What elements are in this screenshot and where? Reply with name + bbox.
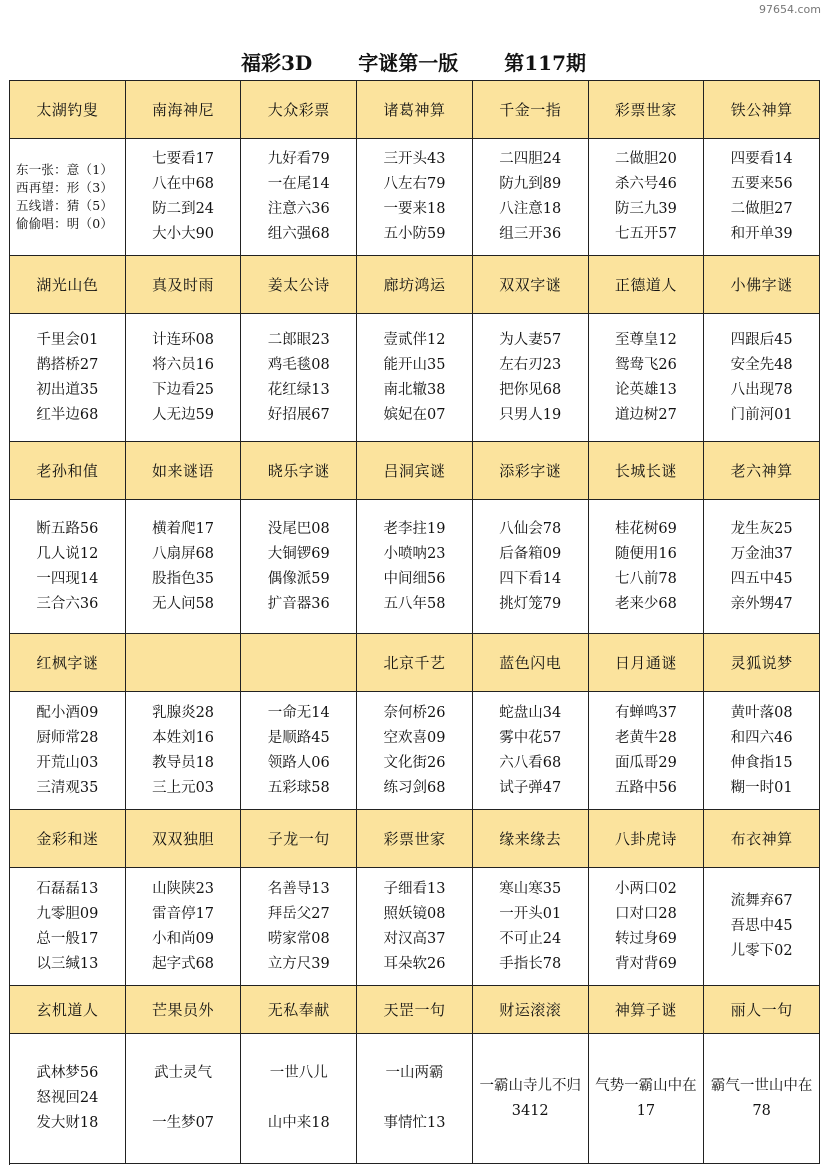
riddle-line: 山中来18 — [267, 1115, 330, 1131]
riddle-line: 起字式68 — [152, 955, 215, 972]
column-header: 诸葛神算 — [357, 81, 473, 139]
riddle-line: 三合六36 — [36, 595, 99, 612]
riddle-line: 老黄牛28 — [614, 729, 677, 746]
column-header: 吕洞宾谜 — [357, 442, 473, 500]
riddle-line: 唠家常08 — [267, 930, 330, 947]
column-header: 天罡一句 — [357, 986, 473, 1034]
riddle-line: 六八看68 — [499, 754, 562, 771]
riddle-line: 开荒山03 — [36, 754, 99, 771]
riddle-line: 一要来18 — [383, 201, 446, 217]
riddle-line: 对汉高37 — [383, 930, 446, 947]
page-title — [0, 44, 827, 78]
riddle-table — [9, 80, 820, 1165]
riddle-line: 八左右79 — [383, 176, 446, 192]
riddle-line: 有蝉鸣37 — [614, 704, 677, 721]
riddle-line: 组六强68 — [267, 226, 330, 242]
riddle-line: 人无边59 — [152, 406, 215, 423]
riddle-line: 嫔妃在07 — [383, 406, 446, 423]
riddle-line: 小两口02 — [614, 880, 677, 897]
riddle-line: 下边看25 — [152, 381, 215, 398]
riddle-line: 只男人19 — [499, 406, 562, 423]
column-header: 彩票世家 — [357, 810, 473, 868]
title-edition: 字谜第一版 — [358, 50, 459, 75]
riddle-line: 八出现78 — [730, 381, 793, 398]
riddle-cell — [126, 1034, 242, 1164]
column-header: 灵狐说梦 — [704, 634, 820, 692]
riddle-line: 子细看13 — [383, 880, 446, 897]
riddle-cell — [704, 692, 820, 810]
riddle-line: 二做胆27 — [730, 201, 793, 217]
riddle-line: 四五中45 — [730, 570, 793, 587]
column-header: 南海神尼 — [126, 81, 242, 139]
riddle-cell — [126, 139, 242, 256]
riddle-cell — [126, 868, 242, 986]
riddle-line: 防二到24 — [152, 201, 215, 217]
column-header: 真及时雨 — [126, 256, 242, 314]
riddle-line: 事情忙13 — [383, 1115, 446, 1131]
title-lottery: 福彩3D — [240, 50, 313, 75]
riddle-line: 老李拄19 — [383, 520, 446, 537]
column-header: 玄机道人 — [10, 986, 126, 1034]
riddle-line: 九零胆09 — [36, 905, 99, 922]
riddle-line: 拜岳父27 — [267, 905, 330, 922]
riddle-line: 怒视回24 — [36, 1090, 99, 1106]
column-header: 缘来缘去 — [473, 810, 589, 868]
riddle-line: 千里会01 — [36, 331, 99, 348]
riddle-line: 九好看79 — [267, 151, 330, 167]
riddle-line: 门前河01 — [730, 406, 793, 423]
riddle-line: 把你见68 — [499, 381, 562, 398]
riddle-line: 一生梦07 — [152, 1115, 215, 1131]
riddle-line: 二做胆20 — [614, 151, 677, 167]
riddle-line: 发大财18 — [36, 1115, 99, 1131]
riddle-cell — [10, 314, 126, 442]
riddle-line: 组三开36 — [499, 226, 562, 242]
riddle-cell — [704, 314, 820, 442]
riddle-line: 无人问58 — [152, 595, 215, 612]
riddle-line: 厨师常28 — [36, 729, 99, 746]
column-header: 北京千艺 — [357, 634, 473, 692]
riddle-line: 计连环08 — [152, 331, 215, 348]
riddle-line: 一山两霸 — [385, 1065, 444, 1081]
riddle-line: 一世八儿 — [269, 1065, 328, 1081]
riddle-line: 五线谱：猜（5） — [16, 198, 114, 213]
riddle-line: 挑灯笼79 — [499, 595, 562, 612]
riddle-line: 空欢喜09 — [383, 729, 446, 746]
column-header: 大众彩票 — [241, 81, 357, 139]
column-header: 红枫字谜 — [10, 634, 126, 692]
riddle-line: 糊一时01 — [730, 779, 793, 796]
riddle-line: 好招展67 — [267, 406, 330, 423]
column-header: 千金一指 — [473, 81, 589, 139]
riddle-cell — [241, 314, 357, 442]
riddle-line: 面瓜哥29 — [614, 754, 677, 771]
riddle-cell — [704, 139, 820, 256]
riddle-cell — [589, 139, 705, 256]
riddle-line: 杀六号46 — [614, 176, 677, 192]
riddle-line: 教导员18 — [152, 754, 215, 771]
riddle-line: 七八前78 — [614, 570, 677, 587]
riddle-cell — [10, 500, 126, 634]
riddle-line: 将六员16 — [152, 356, 215, 373]
riddle-cell — [704, 868, 820, 986]
riddle-line: 和四六46 — [730, 729, 793, 746]
riddle-cell — [126, 500, 242, 634]
riddle-line: 为人妻57 — [499, 331, 562, 348]
column-header: 老孙和值 — [10, 442, 126, 500]
riddle-cell — [589, 1034, 705, 1164]
riddle-line: 武林梦56 — [36, 1065, 99, 1081]
riddle-cell — [357, 1034, 473, 1164]
riddle-line: 领路人06 — [267, 754, 330, 771]
column-header — [126, 634, 242, 692]
riddle-line: 防三九39 — [614, 201, 677, 217]
riddle-line: 气势一霸山中在17 — [595, 1077, 697, 1119]
riddle-line: 三开头43 — [383, 151, 446, 167]
riddle-line: 是顺路45 — [267, 729, 330, 746]
riddle-cell — [10, 868, 126, 986]
riddle-line: 一霸山寺儿不归3412 — [479, 1077, 581, 1119]
riddle-line: 五要来56 — [730, 176, 793, 192]
riddle-line: 试子弹47 — [499, 779, 562, 796]
riddle-line: 不可止24 — [499, 930, 562, 947]
column-header: 双双字谜 — [473, 256, 589, 314]
riddle-cell — [589, 500, 705, 634]
riddle-line: 东一张：意（1） — [16, 162, 114, 177]
riddle-line: 七五开57 — [614, 226, 677, 242]
column-header: 长城长谜 — [589, 442, 705, 500]
riddle-line: 万金油37 — [730, 545, 793, 562]
riddle-line: 背对背69 — [614, 955, 677, 972]
riddle-line: 随便用16 — [614, 545, 677, 562]
column-header: 布衣神算 — [704, 810, 820, 868]
column-header: 廊坊鸿运 — [357, 256, 473, 314]
riddle-line: 八注意18 — [499, 201, 562, 217]
riddle-line: 桂花树69 — [614, 520, 677, 537]
riddle-cell — [473, 1034, 589, 1164]
riddle-cell — [241, 500, 357, 634]
riddle-line: 中间细56 — [383, 570, 446, 587]
riddle-cell — [357, 500, 473, 634]
riddle-line: 霸气一世山中在78 — [710, 1077, 813, 1119]
riddle-line: 鸡毛毯08 — [267, 356, 330, 373]
riddle-line: 安全先48 — [730, 356, 793, 373]
riddle-line: 吾思中45 — [730, 918, 793, 934]
riddle-cell — [241, 868, 357, 986]
riddle-cell — [473, 692, 589, 810]
riddle-line: 武士灵气 — [154, 1065, 213, 1081]
riddle-line: 防九到89 — [499, 176, 562, 192]
riddle-cell — [241, 692, 357, 810]
column-header: 丽人一句 — [704, 986, 820, 1034]
riddle-line: 雷音停17 — [152, 905, 215, 922]
column-header: 彩票世家 — [589, 81, 705, 139]
riddle-line: 至尊皇12 — [614, 331, 677, 348]
riddle-line: 偶像派59 — [267, 570, 330, 587]
riddle-line: 横着爬17 — [152, 520, 215, 537]
riddle-line: 本姓刘16 — [152, 729, 215, 746]
riddle-line: 断五路56 — [36, 520, 99, 537]
riddle-line: 亲外甥47 — [730, 595, 793, 612]
riddle-line: 练习剑68 — [383, 779, 446, 796]
riddle-line: 老来少68 — [614, 595, 677, 612]
riddle-cell — [10, 692, 126, 810]
riddle-cell — [10, 1034, 126, 1164]
riddle-cell — [589, 692, 705, 810]
riddle-cell — [589, 868, 705, 986]
riddle-line: 照妖镜08 — [383, 905, 446, 922]
riddle-cell — [241, 1034, 357, 1164]
column-header: 子龙一句 — [241, 810, 357, 868]
riddle-line: 转过身69 — [614, 930, 677, 947]
riddle-cell — [241, 139, 357, 256]
riddle-cell — [357, 868, 473, 986]
column-header: 金彩和迷 — [10, 810, 126, 868]
column-header — [241, 634, 357, 692]
column-header: 日月通谜 — [589, 634, 705, 692]
riddle-line: 大铜锣69 — [267, 545, 330, 562]
riddle-line: 后备箱09 — [499, 545, 562, 562]
riddle-cell — [357, 314, 473, 442]
riddle-line: 扩音器36 — [267, 595, 330, 612]
riddle-line: 注意六36 — [267, 201, 330, 217]
riddle-line: 股指色35 — [152, 570, 215, 587]
riddle-line: 一四现14 — [36, 570, 99, 587]
riddle-line: 鹊搭桥27 — [36, 356, 99, 373]
title-issue: 第117期 — [504, 50, 586, 75]
riddle-line: 几人说12 — [36, 545, 99, 562]
riddle-line: 二郎眼23 — [267, 331, 330, 348]
riddle-line: 总一般17 — [36, 930, 99, 947]
riddle-line: 南北辙38 — [383, 381, 446, 398]
riddle-line: 花红绿13 — [267, 381, 330, 398]
riddle-line: 七要看17 — [152, 151, 215, 167]
column-header: 晓乐字谜 — [241, 442, 357, 500]
riddle-cell — [473, 868, 589, 986]
column-header: 双双独胆 — [126, 810, 242, 868]
riddle-line: 二四胆24 — [499, 151, 562, 167]
riddle-line: 没尾巴08 — [267, 520, 330, 537]
riddle-line: 流舞弃67 — [730, 893, 793, 909]
riddle-line: 手指长78 — [499, 955, 562, 972]
riddle-line: 红半边68 — [36, 406, 99, 423]
riddle-cell — [357, 692, 473, 810]
riddle-line: 西再望：形（3） — [16, 180, 114, 195]
riddle-line: 伸食指15 — [730, 754, 793, 771]
riddle-line: 寒山寒35 — [499, 880, 562, 897]
riddle-line: 四跟后45 — [730, 331, 793, 348]
column-header: 姜太公诗 — [241, 256, 357, 314]
riddle-line: 和开单39 — [730, 226, 793, 242]
riddle-line: 耳朵软26 — [383, 955, 446, 972]
riddle-line: 小喷呐23 — [383, 545, 446, 562]
riddle-line: 三上元03 — [152, 779, 215, 796]
column-header: 小佛字谜 — [704, 256, 820, 314]
riddle-line: 四要看14 — [730, 151, 793, 167]
riddle-cell — [126, 692, 242, 810]
riddle-line: 小和尚09 — [152, 930, 215, 947]
riddle-line: 文化街26 — [383, 754, 446, 771]
column-header: 老六神算 — [704, 442, 820, 500]
riddle-line: 五小防59 — [383, 226, 446, 242]
riddle-line: 乳腺炎28 — [152, 704, 215, 721]
riddle-cell — [473, 500, 589, 634]
riddle-line: 五彩球58 — [267, 779, 330, 796]
riddle-line: 五八年58 — [383, 595, 446, 612]
riddle-line: 左右刃23 — [499, 356, 562, 373]
site-watermark: 97654.com — [759, 3, 821, 16]
riddle-line: 八在中68 — [152, 176, 215, 192]
column-header: 如来谜语 — [126, 442, 242, 500]
riddle-cell — [473, 314, 589, 442]
column-header: 太湖钓叟 — [10, 81, 126, 139]
column-header: 添彩字谜 — [473, 442, 589, 500]
riddle-line: 八仙会78 — [499, 520, 562, 537]
riddle-line: 儿零下02 — [730, 943, 793, 959]
riddle-line: 能开山35 — [383, 356, 446, 373]
riddle-line: 立方尺39 — [267, 955, 330, 972]
riddle-cell — [357, 139, 473, 256]
column-header: 芒果员外 — [126, 986, 242, 1034]
riddle-cell — [704, 1034, 820, 1164]
riddle-cell — [473, 139, 589, 256]
riddle-line: 黄叶落08 — [730, 704, 793, 721]
column-header: 八卦虎诗 — [589, 810, 705, 868]
riddle-line: 大小大90 — [152, 226, 215, 242]
riddle-line: 论英雄13 — [614, 381, 677, 398]
riddle-cell — [704, 500, 820, 634]
riddle-line: 四下看14 — [499, 570, 562, 587]
riddle-line: 山陕陕23 — [152, 880, 215, 897]
riddle-line: 以三缄13 — [36, 955, 99, 972]
column-header: 无私奉献 — [241, 986, 357, 1034]
riddle-line: 石磊磊13 — [36, 880, 99, 897]
riddle-line: 蛇盘山34 — [499, 704, 562, 721]
riddle-line: 一命无14 — [267, 704, 330, 721]
riddle-line: 口对口28 — [614, 905, 677, 922]
riddle-line: 鸳鸯飞26 — [614, 356, 677, 373]
riddle-line: 雾中花57 — [499, 729, 562, 746]
riddle-line: 奈何桥26 — [383, 704, 446, 721]
riddle-line: 初出道35 — [36, 381, 99, 398]
riddle-line: 三清观35 — [36, 779, 99, 796]
riddle-cell — [589, 314, 705, 442]
riddle-line: 道边树27 — [614, 406, 677, 423]
riddle-line: 名善导13 — [267, 880, 330, 897]
riddle-line: 配小酒09 — [36, 704, 99, 721]
column-header: 财运滚滚 — [473, 986, 589, 1034]
riddle-line: 八扇屏68 — [152, 545, 215, 562]
riddle-line: 偷偷唱：明（0） — [16, 216, 114, 231]
riddle-line: 龙生灰25 — [730, 520, 793, 537]
riddle-line: 壹贰伴12 — [383, 331, 446, 348]
riddle-cell — [126, 314, 242, 442]
riddle-cell — [10, 139, 126, 256]
column-header: 湖光山色 — [10, 256, 126, 314]
riddle-line: 一在尾14 — [267, 176, 330, 192]
column-header: 正德道人 — [589, 256, 705, 314]
column-header: 蓝色闪电 — [473, 634, 589, 692]
column-header: 神算子谜 — [589, 986, 705, 1034]
column-header: 铁公神算 — [704, 81, 820, 139]
riddle-line: 一开头01 — [499, 905, 562, 922]
riddle-line: 五路中56 — [614, 779, 677, 796]
